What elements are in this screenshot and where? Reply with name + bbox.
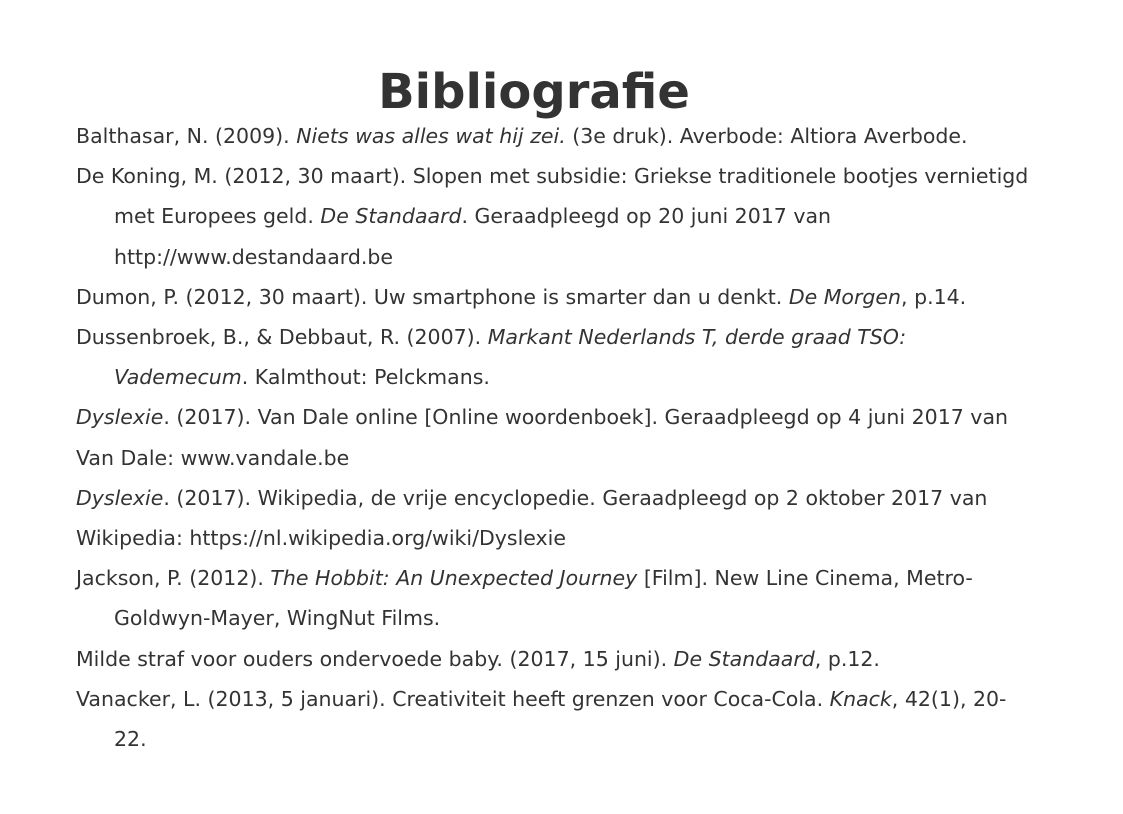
reference-text: Milde straf voor ouders ondervoede baby. (2017, 15 juni).	[76, 646, 674, 671]
reference-text: , p.12.	[814, 646, 880, 671]
reference-text: (3e druk). Averbode: Altiora Averbode.	[565, 124, 968, 148]
reference-title-italic: Dyslexie	[76, 485, 164, 510]
reference-text: De Koning, M. (2012, 30 maart). Slopen met subsidie: Griekse traditionele bootjes vernietigd met Europees geld.	[76, 164, 1029, 229]
reference-entry	[76, 679, 1036, 759]
reference-entry	[76, 478, 1036, 558]
reference-title-italic: De Morgen	[788, 284, 902, 309]
reference-text: , 42(1), 20-22.	[114, 686, 1007, 752]
reference-entry	[76, 639, 1036, 679]
reference-text: . Geraadpleegd op 20 juni 2017 van http://www.destandaard.be	[114, 204, 832, 269]
reference-entry	[76, 317, 1036, 397]
reference-text: Dumon, P. (2012, 30 maart). Uw smartphone is smarter dan u denkt.	[76, 284, 789, 309]
reference-title-italic: Dyslexie	[76, 405, 164, 430]
reference-entry	[76, 277, 1036, 317]
reference-text: [Film]. New Line Cinema, Metro-Goldwyn-Mayer, WingNut Films.	[114, 566, 973, 631]
reference-title-italic: Niets was alles wat hij zei.	[296, 124, 566, 148]
reference-text: Dussenbroek, B., & Debbaut, R. (2007).	[76, 325, 488, 350]
reference-title-italic: De Standaard	[673, 646, 815, 671]
reference-text: , p.14.	[901, 284, 967, 309]
reference-text: Vanacker, L. (2013, 5 januari). Creativiteit heeft grenzen voor Coca-Cola.	[76, 686, 830, 711]
reference-title-italic: De Standaard	[320, 204, 462, 229]
reference-entry	[76, 397, 1036, 477]
reference-text: Jackson, P. (2012).	[76, 566, 271, 591]
reference-title-italic: Markant Nederlands T, derde graad TSO: Vademecum	[114, 325, 907, 390]
reference-list	[76, 116, 1036, 759]
reference-text: . (2017). Wikipedia, de vrije encyclopedie. Geraadpleegd op 2 oktober 2017 van Wikipedia: https://nl.wikipedia.org/wiki/Dyslexie	[76, 485, 988, 551]
reference-entry	[76, 156, 1036, 277]
reference-title-italic: The Hobbit: An Unexpected Journey	[270, 566, 638, 591]
reference-title-italic: Knack	[829, 686, 892, 711]
reference-text: . (2017). Van Dale online [Online woordenboek]. Geraadpleegd op 4 juni 2017 van Van Dale: www.vandale.be	[76, 405, 1008, 470]
reference-text: . Kalmthout: Pelckmans.	[241, 365, 490, 390]
reference-text: Balthasar, N. (2009).	[76, 124, 297, 148]
reference-entry	[76, 558, 1036, 638]
reference-entry	[76, 116, 1036, 156]
page-title: Bibliografie	[378, 64, 690, 121]
